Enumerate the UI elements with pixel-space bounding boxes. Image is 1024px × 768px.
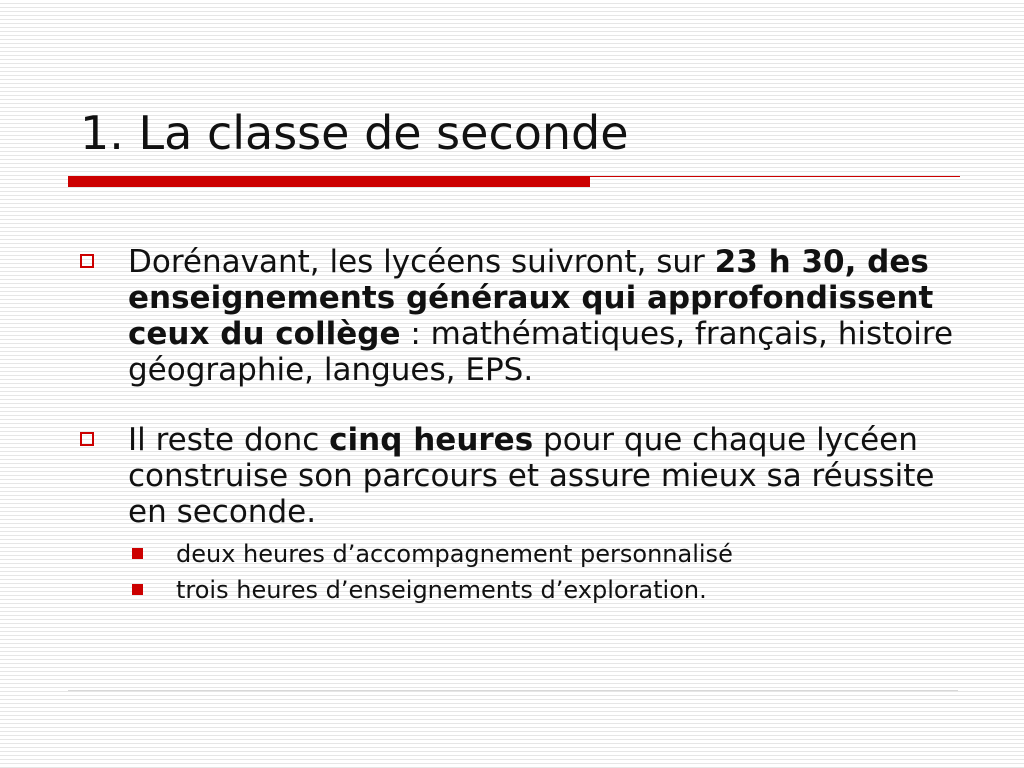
bullet-text-intro: Dorénavant, les lycéens suivront, sur bbox=[128, 244, 715, 280]
sub-bullet-text: deux heures d’accompagnement personnalisé bbox=[176, 540, 733, 568]
bullet-text-outro: : mathématiques, français, histoire géographie, langues, EPS. bbox=[128, 316, 954, 388]
slide-body bbox=[78, 244, 958, 608]
footer-divider bbox=[68, 690, 958, 691]
bullet-text bbox=[128, 244, 953, 388]
sub-bullet-item bbox=[128, 536, 958, 572]
filled-square-icon bbox=[132, 584, 143, 595]
bullet-text-intro: Il reste donc bbox=[128, 422, 330, 458]
bullet-item bbox=[78, 244, 958, 388]
hollow-square-icon bbox=[80, 254, 94, 268]
sub-bullet-item bbox=[128, 572, 958, 608]
filled-square-icon bbox=[132, 548, 143, 559]
hollow-square-icon bbox=[80, 432, 94, 446]
bullet-item bbox=[78, 422, 958, 608]
title-underline-thick bbox=[68, 176, 590, 187]
sub-bullet-text: trois heures d’enseignements d’exploration. bbox=[176, 576, 707, 604]
bullet-text-bold: 23 h 30, des enseignements généraux qui approfondissent ceux du collège bbox=[128, 244, 934, 352]
title-underline-thin bbox=[590, 176, 960, 177]
slide-title: 1. La classe de seconde bbox=[80, 106, 629, 160]
sub-bullet-list bbox=[128, 536, 958, 608]
bullet-text-bold: cinq heures bbox=[329, 422, 534, 458]
bullet-text-outro: pour que chaque lycéen construise son parcours et assure mieux sa réussite en seconde. bbox=[128, 422, 935, 530]
bullet-text bbox=[128, 422, 934, 530]
